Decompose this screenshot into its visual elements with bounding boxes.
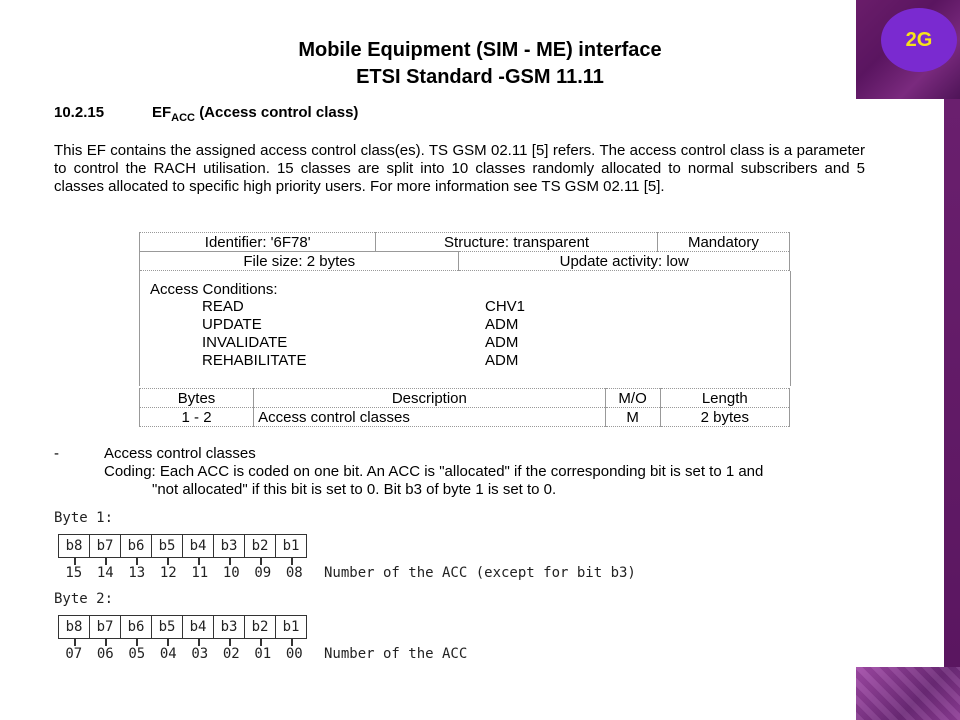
cell-bytes: 1 - 2 <box>140 408 254 427</box>
byte2-acc-numbers <box>58 646 310 662</box>
bit-cell: b3 <box>214 535 245 557</box>
acc-number: 06 <box>96 646 114 662</box>
slide-title-line1: Mobile Equipment (SIM - ME) interface <box>298 39 662 61</box>
table-row <box>140 233 790 252</box>
col-header-length: Length <box>660 389 789 408</box>
access-op: REHABILITATE <box>202 352 307 369</box>
acc-number: 08 <box>285 565 303 581</box>
access-cond: ADM <box>485 352 519 369</box>
slide-title-line2: ETSI Standard -GSM 11.11 <box>356 66 604 88</box>
file-size-cell: File size: 2 bytes <box>140 252 459 271</box>
bit-cell: b8 <box>59 535 90 557</box>
update-activity-cell: Update activity: low <box>459 252 790 271</box>
bit-cell: b2 <box>245 535 276 557</box>
section-title <box>152 104 358 124</box>
acc-number: 05 <box>128 646 146 662</box>
acc-number: 00 <box>285 646 303 662</box>
table-row <box>140 252 790 271</box>
byte2-caption: Number of the ACC <box>324 646 468 662</box>
acc-heading: Access control classes <box>104 445 256 462</box>
bit-cell: b7 <box>90 616 121 638</box>
access-cond: ADM <box>485 316 519 333</box>
bit-cell: b5 <box>152 535 183 557</box>
bit-cell: b4 <box>183 616 214 638</box>
table-header-row <box>140 389 790 408</box>
section-ef: EF <box>152 104 172 121</box>
bit-cell: b3 <box>214 616 245 638</box>
bit-cell: b6 <box>121 535 152 557</box>
table-row <box>140 408 790 427</box>
bit-cell: b6 <box>121 616 152 638</box>
acc-coding-line1: Coding: Each ACC is coded on one bit. An ACC is "allocated" if the corresponding bit is set to 1 and <box>104 463 764 480</box>
bit-cell: b4 <box>183 535 214 557</box>
byte2-label: Byte 2: <box>54 591 114 607</box>
access-condition-row <box>202 298 526 316</box>
byte2-bit-row <box>58 615 307 639</box>
access-op: READ <box>202 298 244 315</box>
file-header-table <box>139 232 790 252</box>
acc-number: 09 <box>254 565 272 581</box>
acc-number: 02 <box>222 646 240 662</box>
col-header-description: Description <box>254 389 605 408</box>
mandatory-cell: Mandatory <box>657 233 789 252</box>
acc-number: 13 <box>128 565 146 581</box>
bit-cell: b7 <box>90 535 121 557</box>
identifier-cell: Identifier: '6F78' <box>140 233 376 252</box>
byte1-caption: Number of the ACC (except for bit b3) <box>324 565 636 581</box>
col-header-mo: M/O <box>605 389 660 408</box>
acc-number: 14 <box>96 565 114 581</box>
access-cond: CHV1 <box>485 298 526 315</box>
bit-cell: b5 <box>152 616 183 638</box>
access-cond: ADM <box>485 334 519 351</box>
acc-coding-line2: "not allocated" if this bit is set to 0. Bit b3 of byte 1 is set to 0. <box>152 481 557 498</box>
decorative-corner-bottom <box>856 667 960 720</box>
bit-cell: b1 <box>276 535 306 557</box>
cell-mo: M <box>605 408 660 427</box>
acc-number: 03 <box>191 646 209 662</box>
byte1-label: Byte 1: <box>54 510 114 526</box>
access-conditions-box <box>139 271 791 386</box>
acc-number: 04 <box>159 646 177 662</box>
acc-number: 07 <box>65 646 83 662</box>
description-paragraph: This EF contains the assigned access control class(es). TS GSM 02.11 [5] refers. The access control class is a parameter to control the RACH utilisation. 15 classes are split into 10 classes randomly allocated to normal subscribers and 5 classes allocated to specific high priority users. For more information see TS GSM 02.11 [5]. <box>54 142 865 195</box>
acc-number: 10 <box>222 565 240 581</box>
access-condition-row <box>202 352 519 370</box>
bit-cell: b8 <box>59 616 90 638</box>
bytes-description-table <box>139 388 790 427</box>
section-name: (Access control class) <box>199 104 359 121</box>
acc-number: 12 <box>159 565 177 581</box>
bit-cell: b2 <box>245 616 276 638</box>
acc-number: 01 <box>254 646 272 662</box>
bit-cell: b1 <box>276 616 306 638</box>
structure-cell: Structure: transparent <box>376 233 657 252</box>
file-size-table <box>139 251 790 271</box>
byte1-acc-numbers <box>58 565 310 581</box>
access-conditions-title: Access Conditions: <box>150 281 278 298</box>
col-header-bytes: Bytes <box>140 389 254 408</box>
access-op: UPDATE <box>202 316 262 333</box>
cell-length: 2 bytes <box>660 408 789 427</box>
section-ef-sub: ACC <box>171 112 196 124</box>
byte1-bit-row <box>58 534 307 558</box>
decorative-side-strip <box>944 99 960 667</box>
access-condition-row <box>202 316 519 334</box>
generation-badge: 2G <box>881 8 957 72</box>
access-condition-row <box>202 334 519 352</box>
acc-number: 15 <box>65 565 83 581</box>
list-dash: - <box>54 445 59 462</box>
access-op: INVALIDATE <box>202 334 288 351</box>
acc-number: 11 <box>191 565 209 581</box>
cell-description: Access control classes <box>254 408 605 427</box>
section-number: 10.2.15 <box>54 104 105 121</box>
